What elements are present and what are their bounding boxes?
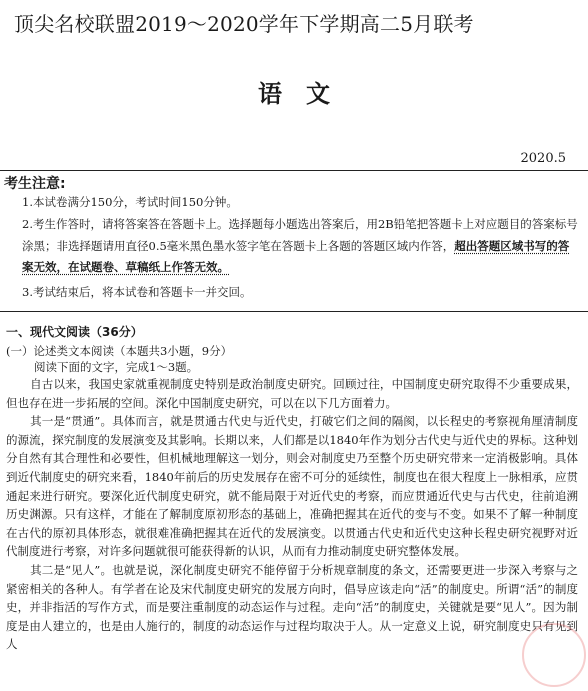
notice-item-2-text: 2.考生作答时，请将答案答在答题卡上。选择题每小题选出答案后，用2B铅笔把答题卡上对应题目的答案标号涂黑；非选择题请用直径0.5毫米黑色墨水签字笔在答题卡上各题的答题区域内作答， — [22, 217, 578, 253]
bottom-divider — [0, 311, 588, 312]
watermark-seal-icon — [522, 623, 586, 687]
exam-date: 2020.5 — [520, 151, 566, 166]
passage-paragraph: 自古以来，我国史家就重视制度史特别是政治制度史研究。回顾过往，中国制度史研究取得不少重要成果，但也存在进一步拓展的空间。深化中国制度史研究，可以在以下几方面着力。 — [6, 377, 578, 410]
passage-paragraph: 其一是“贯通”。具体而言，就是贯通古代史与近代史，打破它们之间的隔阂，以长程史的考察视角厘清制度的源流，探究制度的发展演变及其影响。长期以来，人们都是以1840年作为划分古代史与近代史的界标。这种划分自然有其合理性和必要性，但机械地理解这一划分，则会对制度史乃至整个历史研究带来一定消极影响。具体到近代制度史的研究来看，1840年前后的历史发展存在密不可分的延续性，制度也在很大程度上一脉相承，应贯通起来进行研究。要深化近代制度史研究，就不能局限于对近代史的考察，而应贯通近代史与古代史，往前追溯历史渊源。只有这样，才能在了解制度原初形态的基础上，准确把握其在近代的变与不变。如果不了解一种制度在古代的原初具体形态，就很难准确把握其在近代的发展演变。以贯通古代史和近代史这种长程史研究视野对近代制度进行考察，对许多问题就很可能获得新的认识，从而有力推动制度史研究整体发展。 — [6, 414, 578, 559]
reading-instruction: 阅读下面的文字，完成1～3题。 — [34, 360, 199, 374]
exam-title: 顶尖名校联盟2019～2020学年下学期高二5月联考 — [14, 12, 474, 36]
top-divider — [0, 170, 588, 171]
notice-item-2-emphasis: 超出答题区域书写的答案无效，在试题卷、草稿纸上作答无效。 — [22, 238, 570, 274]
reading-passage — [6, 375, 578, 654]
passage-paragraph: 其二是“见人”。也就是说，深化制度史研究不能停留于分析规章制度的条文，还需要更进一步深入考察与之紧密相关的各种人。有学者在论及宋代制度史研究的发展方向时，倡导应该走向“活”的制度史。所谓“活”的制度史，并非指活的写作方式，而是要注重制度的动态运作与过程。走向“活”的制度史，关键就是要“见人”。因为制度是由人建立的，也是由人施行的，制度的动态运作与过程均取决于人。从一定意义上说，研究制度史只有见到人 — [6, 562, 578, 652]
sub-section-heading: (一）论述类文本阅读（本题共3小题，9分） — [6, 344, 233, 358]
notice-item-2 — [22, 214, 578, 279]
subject-title: 语文 — [258, 80, 354, 108]
notice-item-1: 1.本试卷满分150分，考试时间150分钟。 — [22, 195, 238, 209]
section-heading: 一、现代文阅读（36分） — [6, 325, 143, 339]
notice-item-3: 3.考试结束后，将本试卷和答题卡一并交回。 — [22, 285, 252, 299]
notice-heading: 考生注意: — [4, 176, 66, 192]
